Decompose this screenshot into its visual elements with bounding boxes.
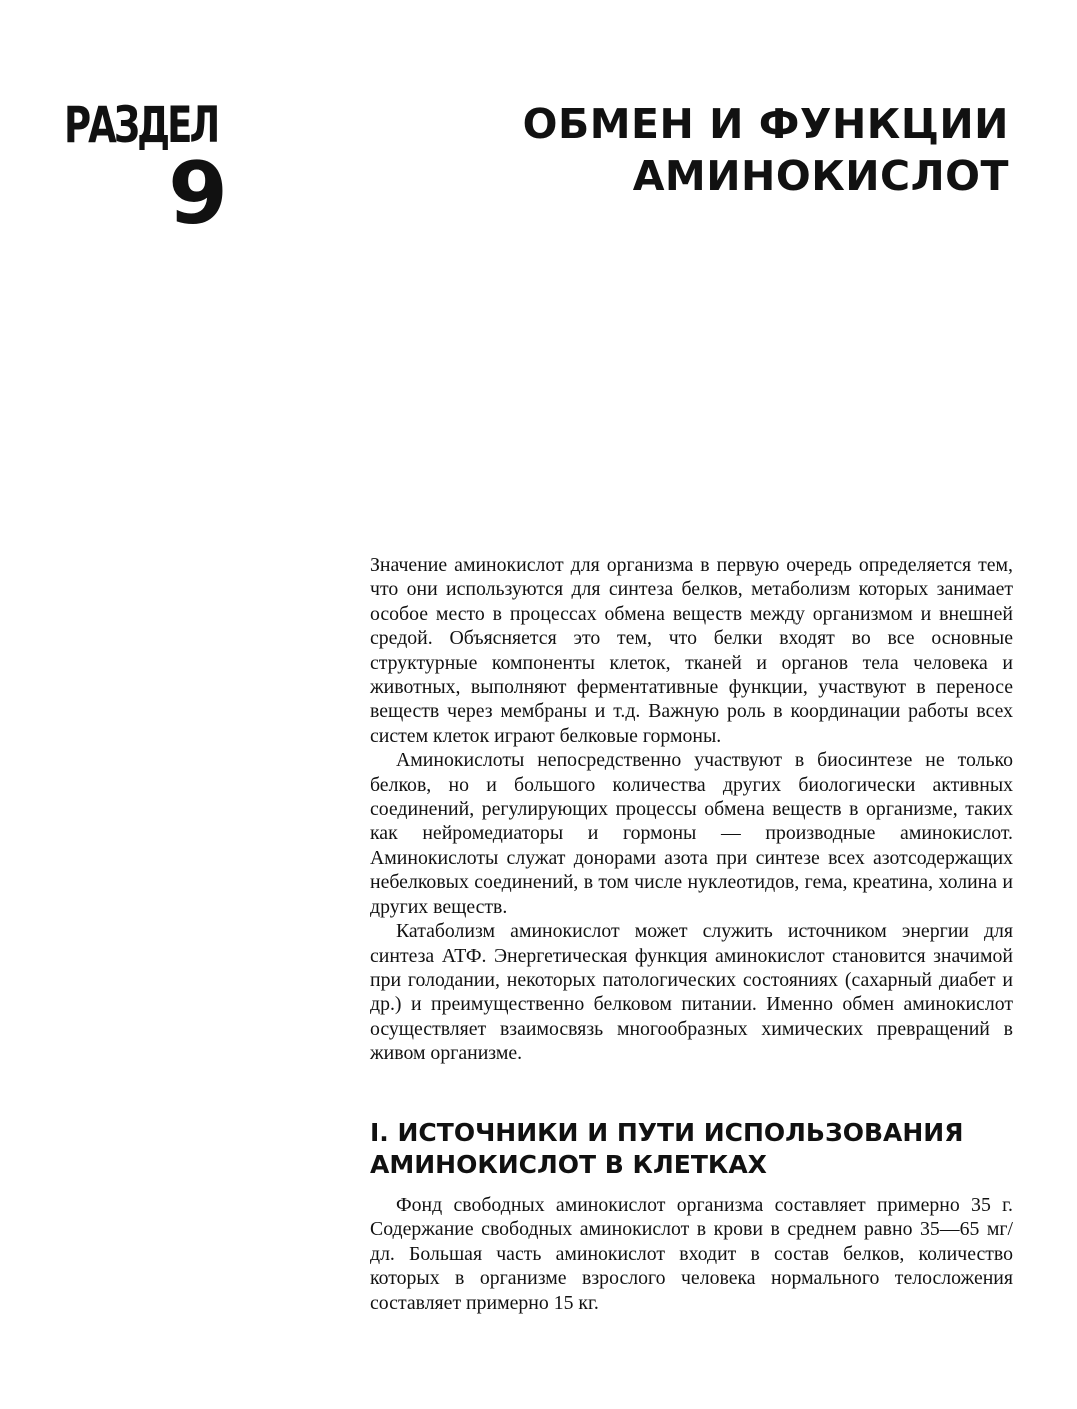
chapter-title [523, 98, 1009, 202]
section-heading-line-2: АМИНОКИСЛОТ В КЛЕТКАХ [370, 1150, 767, 1179]
section-heading-line-1: I. ИСТОЧНИКИ И ПУТИ ИСПОЛЬЗОВАНИЯ [370, 1118, 964, 1147]
section-heading [370, 1117, 1030, 1181]
chapter-title-line-2: АМИНОКИСЛОТ [632, 152, 1009, 200]
section-word: РАЗДЕЛ [64, 96, 218, 154]
section-paragraph-1: Фонд свободных аминокислот организма составляет примерно 35 г. Содержание свободных аминокислот в крови в среднем равно 35—65 мг/дл. Большая часть аминокислот входит в состав белков, количество которых в организме взрослого человека нормального телосложения составляет примерно 15 кг. [370, 1194, 1013, 1314]
section-text [370, 1193, 1013, 1315]
chapter-title-line-1: ОБМЕН И ФУНКЦИИ [522, 100, 1009, 148]
section-label [64, 96, 234, 244]
intro-paragraph-3: Катаболизм аминокислот может служить источником энергии для синтеза АТФ. Энергетическая функция аминокислот становится значимой при голодании, некоторых патологических состояниях (сахарный диабет и др.) и преимущественно белковом питании. Именно обмен аминокислот осуществляет взаимосвязь многообразных химических превращений в живом организме. [370, 920, 1013, 1065]
section-number: 9 [168, 144, 228, 244]
intro-paragraph-2: Аминокислоты непосредственно участвуют в биосинтезе не только белков, но и большого количества других биологически активных соединений, регулирующих процессы обмена веществ в организме, таких как нейромедиаторы и гормоны — производные аминокислот. Аминокислоты служат донорами азота при синтезе всех азотсодержащих небелковых соединений, в том числе нуклеотидов, гема, креатина, холина и других веществ. [370, 749, 1013, 918]
intro-text [370, 553, 1013, 1066]
intro-paragraph-1: Значение аминокислот для организма в первую очередь определяется тем, что они используются для синтеза белков, метаболизм которых занимает особое место в процессах обмена веществ между организмом и внешней средой. Объясняется это тем, что белки входят во все основные структурные компоненты клеток, тканей и органов тела человека и животных, выполняют ферментативные функции, участвуют в переносе веществ через мембраны и т.д. Важную роль в координации работы всех систем клеток играют белковые гормоны. [370, 554, 1013, 747]
